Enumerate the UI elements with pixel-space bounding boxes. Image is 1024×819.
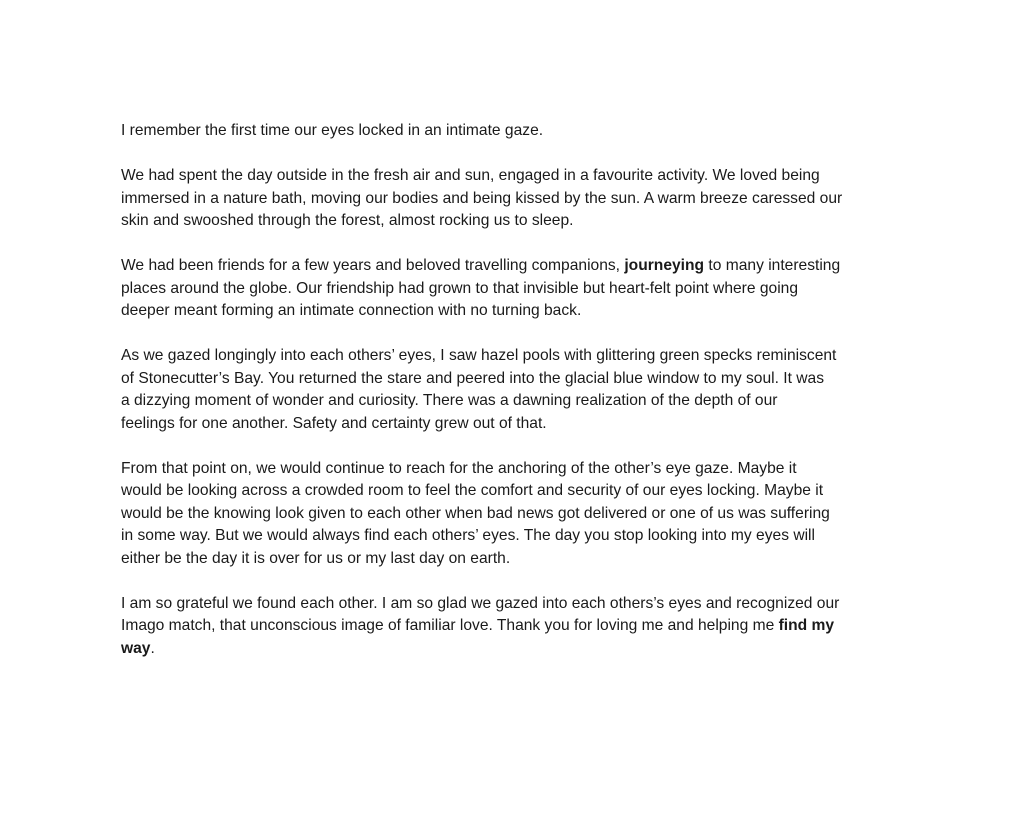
text-line: skin and swooshed through the forest, almost rocking us to sleep. — [121, 212, 574, 229]
paragraph-3 — [121, 255, 911, 323]
bold-word-way: way — [121, 639, 151, 657]
paragraph-2 — [121, 165, 911, 233]
text-line — [121, 255, 911, 278]
text-segment: . — [150, 639, 155, 657]
text-line: of Stonecutter’s Bay. You returned the stare and peered into the glacial blue window to my soul. It was — [121, 369, 825, 387]
paragraph-spacer — [121, 143, 911, 166]
text-line — [121, 638, 911, 661]
paragraph-4 — [121, 345, 911, 435]
paragraph-1 — [121, 120, 911, 143]
text-line: either be the day it is over for us or my last day on earth. — [121, 549, 511, 567]
text-line: a dizzying moment of wonder and curiosity. There was a dawning realization of the depth of our — [121, 392, 778, 409]
paragraph-6 — [121, 593, 911, 661]
paragraph-spacer — [121, 570, 911, 593]
text-line — [121, 615, 911, 638]
text-line: As we gazed longingly into each others’ eyes, I saw hazel pools with glittering green specks reminiscent — [121, 347, 837, 364]
text-line: feelings for one another. Safety and certainty grew out of that. — [121, 414, 547, 432]
text-line: would be looking across a crowded room to feel the comfort and security of our eyes locking. Maybe it — [121, 482, 824, 499]
text-line: in some way. But we would always find each others’ eyes. The day you stop looking into my eyes will — [121, 527, 815, 544]
paragraph-5 — [121, 458, 911, 571]
text-line: places around the globe. Our friendship had grown to that invisible but heart-felt point where going — [121, 279, 799, 297]
text-segment: We had been friends for a few years and beloved travelling companions, — [121, 257, 625, 274]
text-segment: Imago match, that unconscious image of familiar love. Thank you for loving me and helping me — [121, 617, 779, 634]
text-line: From that point on, we would continue to reach for the anchoring of the other’s eye gaze. Maybe it — [121, 459, 797, 477]
text-line: I am so grateful we found each other. I am so glad we gazed into each others’s eyes and recognized our — [121, 594, 840, 612]
bold-word-journeying: journeying — [624, 257, 705, 274]
paragraph-spacer — [121, 435, 911, 458]
text-line: We had spent the day outside in the fresh air and sun, engaged in a favourite activity. We loved being — [121, 167, 820, 184]
text-segment: to many interesting — [704, 257, 841, 274]
paragraph-spacer — [121, 233, 911, 256]
text-line: immersed in a nature bath, moving our bodies and being kissed by the sun. A warm breeze caressed our — [121, 189, 843, 207]
text-line: would be the knowing look given to each other when bad news got delivered or one of us was suffering — [121, 504, 830, 522]
paragraph-spacer — [121, 323, 911, 346]
bold-phrase-find-my: find my — [778, 617, 835, 634]
document-body — [121, 120, 911, 660]
text-line: I remember the first time our eyes locked in an intimate gaze. — [121, 122, 544, 139]
text-line: deeper meant forming an intimate connection with no turning back. — [121, 302, 582, 319]
